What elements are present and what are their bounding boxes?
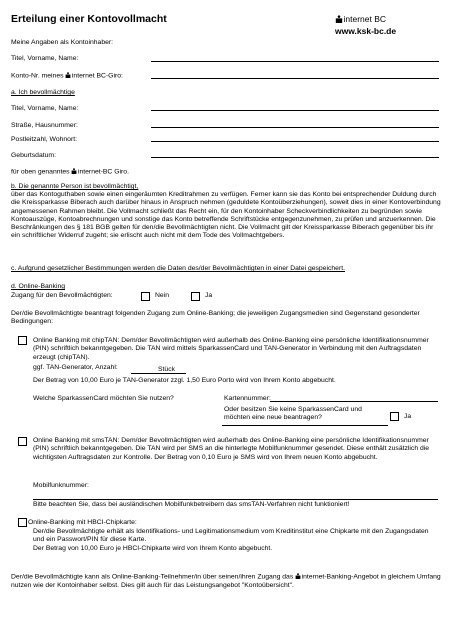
mobile-field[interactable] bbox=[33, 499, 438, 500]
section-b-heading: b. Die genannte Person ist bevollmächtigt, bbox=[11, 183, 139, 190]
sparkasse-logo-icon bbox=[295, 573, 301, 579]
access-no-checkbox[interactable] bbox=[141, 292, 150, 301]
apply-text: Der/die Bevollmächtigte beantragt folgenden Zugang zum Online-Banking; die jeweiligen Zugangsmedien sind Gegenstand gesonderter Bedingungen: bbox=[11, 310, 420, 326]
agent-name-label: Titel, Vorname, Name: bbox=[11, 105, 79, 112]
section-b-text: über das Kontoguthaben sowie einen eingeräumten Kreditrahmen zu verfügen. Ferner kann sie das Konto bei entsprechender Duldung durch die Kreissparkasse Biberach auch darüber hinaus in Anspruch nehmen (geduldete Kontoüberziehungen), soweit dies in einer Kontoverbindung angemessenen Rahmen bleibt. Die Vollmacht schließt das Recht ein, für den Kontoinhaber Scheckverbindlichkeiten zu begründen sowie Kontoauszüge, Kontoabrechnungen und sonstige das Konto betreffende Schriftstücke entgegenzunehmen, zu prüfen und anzuerkennen. Die Beschränkungen des § 181 BGB gelten für den/die Bevollmächtigten nicht. Die Vollmacht gilt der Kreissparkasse Biberach gegenüber bis ihr ein schriftlicher Widerruf zugeht; sie erlischt auch nicht mit dem Tode des Vollmachtgebers. bbox=[11, 191, 441, 240]
no-card-text: Oder besitzen Sie keine SparkassenCard und möchten eine neue beantragen? bbox=[224, 406, 362, 422]
agent-name-field[interactable] bbox=[151, 110, 439, 111]
access-yes-checkbox[interactable] bbox=[191, 292, 200, 301]
footer-text: Der/die Bevollmächtigte kann als Online-Banking-Teilnehmer/in über seinen/ihren Zugang das internet-Banking-Angebot in gleichem Umfang nutzen wie der Kontoinhaber selbst. Dies gilt auch für das Leistungsangebot "Kontoübersicht". bbox=[11, 573, 441, 589]
card-question: Welche SparkassenCard möchten Sie nutzen? bbox=[33, 395, 174, 402]
agent-street-label: Straße, Hausnummer: bbox=[11, 122, 78, 129]
holder-name-field[interactable] bbox=[151, 61, 439, 62]
section-d-heading: d. Online-Banking bbox=[11, 283, 66, 290]
holder-intro: Meine Angaben als Kontoinhaber: bbox=[11, 39, 114, 46]
generator-label: ggf. TAN-Generator, Anzahl: bbox=[33, 364, 118, 371]
hbci-title: Online-Banking mit HBCI-Chipkarte: bbox=[28, 519, 137, 526]
smstan-note: Bitte beachten Sie, dass bei ausländischen Mobilfunkbetreibern das smsTAN-Verfahren nicht funktioniert! bbox=[33, 501, 350, 508]
smstan-checkbox[interactable] bbox=[18, 437, 27, 446]
for-account-line: für oben genanntes internet-BC Giro. bbox=[11, 168, 129, 176]
access-yes-label: Ja bbox=[205, 292, 213, 299]
card-number-field[interactable] bbox=[270, 401, 438, 402]
hbci-checkbox[interactable] bbox=[18, 518, 27, 527]
hbci-text: Der/die Bevollmächtigte erhält als Identifikations- und Legitimationsmedium vom Kreditinstitut eine Chipkarte mit den Zugangsdaten und ein Passwort/PIN für diese Karte. bbox=[33, 528, 429, 544]
hbci-price-text: Der Betrag von 10,00 Euro je HBCI-Chipkarte wird von Ihrem Konto abgebucht. bbox=[33, 545, 273, 552]
sparkasse-logo-icon bbox=[71, 168, 77, 174]
sparkasse-logo-icon bbox=[65, 72, 71, 78]
brand-url: www.ksk-bc.de bbox=[335, 26, 397, 36]
access-label: Zugang für den Bevollmächtigten: bbox=[11, 292, 113, 299]
holder-account-label: Konto-Nr. meines internet BC-Giro: bbox=[11, 72, 123, 80]
brand-logo bbox=[335, 14, 386, 24]
mobile-label: Mobilfunknummer: bbox=[33, 482, 89, 489]
sparkasse-logo-icon bbox=[335, 15, 343, 23]
card-number-label: Kartennummer: bbox=[224, 395, 271, 402]
agent-zip-field[interactable] bbox=[151, 141, 439, 142]
chiptan-checkbox[interactable] bbox=[18, 336, 27, 345]
new-card-checkbox[interactable] bbox=[390, 412, 399, 421]
page-title: Erteilung einer Kontovollmacht bbox=[11, 13, 167, 25]
card-divider bbox=[222, 425, 388, 426]
generator-price-text: Der Betrag von 10,00 Euro je TAN-Generator zzgl. 1,50 Euro Porto wird von Ihrem Konto abgebucht. bbox=[33, 377, 336, 384]
access-no-label: Nein bbox=[155, 292, 169, 299]
new-card-yes-label: Ja bbox=[404, 413, 412, 420]
agent-zip-label: Postleitzahl, Wohnort: bbox=[11, 136, 77, 143]
generator-unit: Stück bbox=[158, 366, 175, 373]
smstan-text: Online Banking mit smsTAN: Dem/der Bevollmächtigten wird außerhalb des Online-Banking eine persönliche Identifikationsnummer (PIN) schriftlich bekanntgegeben. Die TAN wird per SMS an die hinterlegte Mobilfunknummer gesendet. Diese enthält zusätzlich die wichtigsten Auftragsdaten zur Kontrolle. Der Betrag von 0,10 Euro je SMS wird von Ihrem neuen Konto abgebucht. bbox=[33, 437, 430, 461]
agent-birth-label: Geburtsdatum: bbox=[11, 152, 56, 159]
brand-name: internet BC bbox=[343, 14, 387, 24]
agent-birth-field[interactable] bbox=[151, 157, 439, 158]
holder-account-field[interactable] bbox=[151, 78, 439, 79]
holder-name-label: Titel, Vorname, Name: bbox=[11, 55, 79, 62]
section-a-heading: a. Ich bevollmächtige bbox=[11, 89, 75, 96]
chiptan-text: Online Banking mit chipTAN: Dem/der Bevollmächtigten wird außerhalb des Online-Banking eine persönliche Identifikationsnummer (PIN) schriftlich bekanntgegeben. Die TAN wird mittels SparkassenCard und TAN-Generator in Verbindung mit den Auftragsdaten erzeugt (chipTAN). bbox=[33, 337, 429, 361]
section-c-text: c. Aufgrund gesetzlicher Bestimmungen werden die Daten des/der Bevollmächtigten in einer Datei gespeichert. bbox=[11, 265, 345, 272]
agent-street-field[interactable] bbox=[151, 127, 439, 128]
